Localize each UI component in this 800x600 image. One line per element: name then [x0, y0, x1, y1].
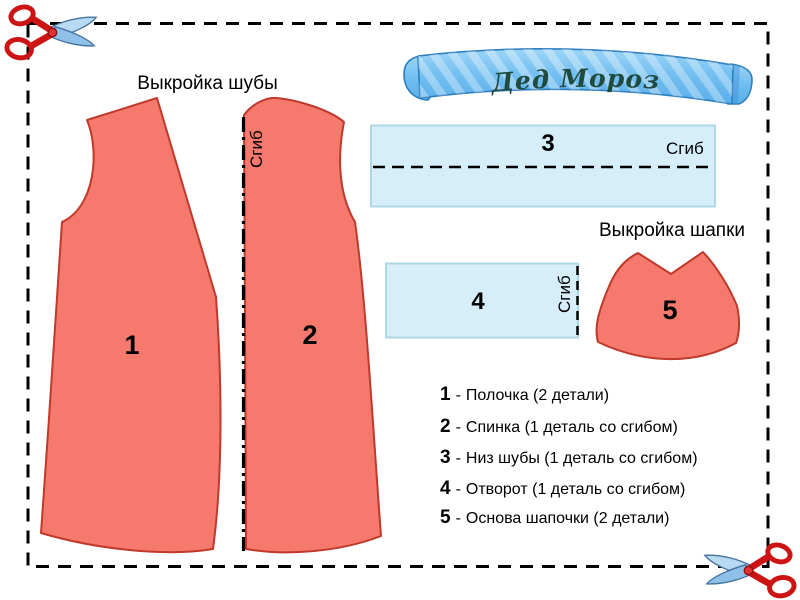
- scissors-bottom-right-icon: [705, 542, 796, 598]
- legend-item-separator: -: [455, 450, 461, 467]
- legend-item-number: 4: [440, 478, 451, 499]
- legend-item-desc: Отворот (1 деталь со сгибом): [465, 481, 686, 498]
- scissors-top-left-icon: [5, 4, 96, 60]
- piece-number-front: 1: [124, 330, 140, 360]
- legend-item-number: 3: [440, 447, 451, 468]
- hat-pattern-title: Выкройка шапки: [599, 220, 745, 241]
- legend-item-desc: Полочка (2 детали): [465, 387, 610, 404]
- piece-number-hem: 3: [541, 130, 555, 157]
- fold-label-hem: Сгиб: [666, 139, 704, 158]
- legend-item-number: 2: [440, 416, 451, 437]
- legend-item: [440, 478, 685, 500]
- legend-item-separator: -: [455, 419, 461, 436]
- legend-item-separator: -: [455, 387, 461, 404]
- ribbon-title: [489, 64, 661, 98]
- fold-label-cuff: Сгиб: [555, 275, 574, 313]
- legend-item-number: 1: [440, 384, 451, 405]
- legend-item: [440, 416, 678, 438]
- legend-item: [440, 384, 609, 406]
- legend-item-desc: Низ шубы (1 деталь со сгибом): [465, 450, 698, 467]
- coat-pattern-title: Выкройка шубы: [137, 73, 278, 94]
- legend-item-desc: Основа шапочки (2 детали): [465, 510, 670, 527]
- legend-item: [440, 447, 698, 469]
- legend-item-number: 5: [440, 507, 451, 528]
- piece-front-shape: [41, 98, 221, 552]
- piece-number-back: 2: [302, 320, 318, 350]
- ribbon-title-textpath: Дед Мороз: [490, 63, 661, 98]
- piece-number-hat: 5: [662, 295, 678, 325]
- ribbon-banner: [404, 49, 752, 104]
- piece-number-cuff: 4: [471, 288, 485, 315]
- legend-item: [440, 507, 669, 529]
- legend-item-desc: Спинка (1 деталь со сгибом): [465, 419, 678, 436]
- fold-label-back: Сгиб: [247, 130, 266, 168]
- legend-item-separator: -: [455, 481, 461, 498]
- legend-item-separator: -: [455, 510, 461, 527]
